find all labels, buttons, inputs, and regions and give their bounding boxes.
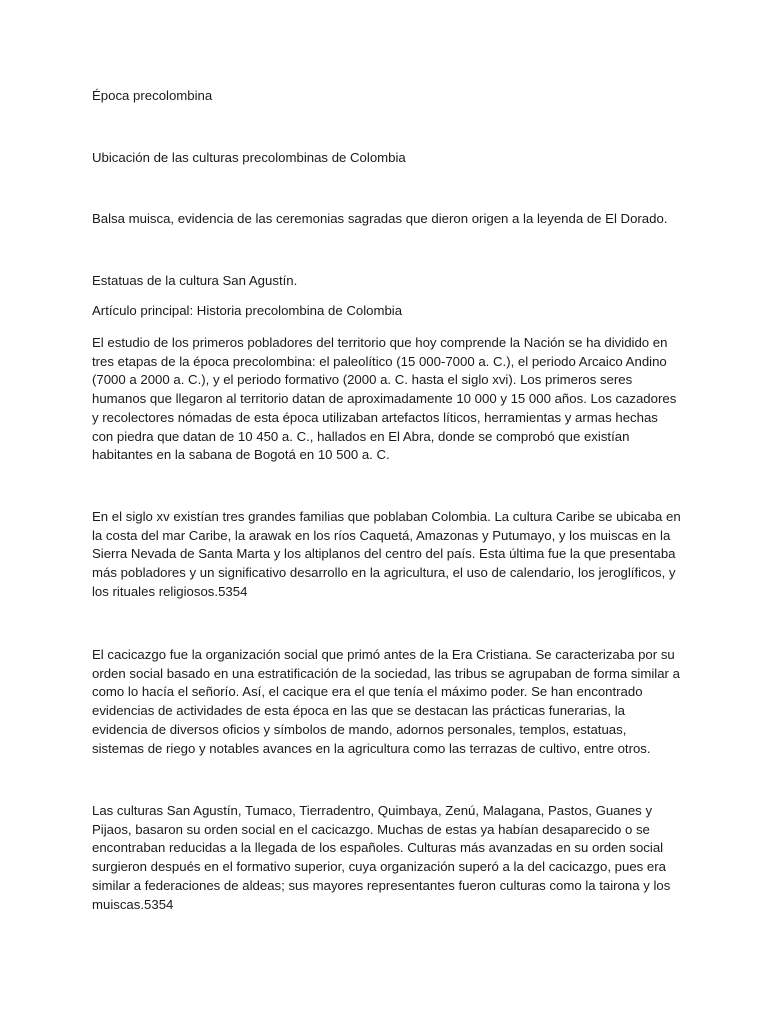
main-article-note: Artículo principal: Historia precolombina de Colombia (92, 303, 403, 318)
paragraph-cacicazgo: El cacicazgo fue la organización social que primó antes de la Era Cristiana. Se caracterizaba por su orden social basado en una estratificación de la sociedad, las tribus se agrupaban de forma similar a como lo hacía el señorío. Así, el cacique era el que tenía el máximo poder. Se han encontrado evidencias de actividades de esta época en las que se destacan las prácticas funerarias, la evidencia de diversos oficios y símbolos de mando, adornos personales, templos, estatuas, sistemas de riego y notables avances en la agricultura como las terrazas de cultivo, entre otros. (92, 647, 680, 756)
paragraph-three-families: En el siglo xv existían tres grandes familias que poblaban Colombia. La cultura Caribe se ubicaba en la costa del mar Caribe, la arawak en los ríos Caquetá, Amazonas y Putumayo, y los muiscas en la Sierra Nevada de Santa Marta y los altiplanos del centro del país. Esta última fue la que presentaba más pobladores y un significativo desarrollo en la agricultura, el uso de calendario, los jeroglíficos, y los rituales religiosos.5354 (92, 509, 681, 599)
document-title: Época precolombina (92, 88, 213, 103)
statues-caption: Estatuas de la cultura San Agustín. (92, 273, 298, 288)
balsa-caption: Balsa muisca, evidencia de las ceremonias sagradas que dieron origen a la leyenda de El Dorado. (92, 211, 668, 226)
paragraph-first-inhabitants: El estudio de los primeros pobladores del territorio que hoy comprende la Nación se ha dividido en tres etapas de la época precolombina: el paleolítico (15 000-7000 a. C.), el periodo Arcaico Andino (7000 a 2000 a. C.), y el periodo formativo (2000 a. C. hasta el siglo xvi). Los primeros seres humanos que llegaron al territorio datan de aproximadamente 10 000 y 15 000 años. Los cazadores y recolectores nómadas de esta época utilizaban artefactos líticos, herramientas y armas hechas con piedra que datan de 10 450 a. C., hallados en El Abra, donde se comprobó que existían habitantes en la sabana de Bogotá en 10 500 a. C. (92, 335, 677, 463)
map-caption: Ubicación de las culturas precolombinas de Colombia (92, 150, 406, 165)
paragraph-cultures: Las culturas San Agustín, Tumaco, Tierradentro, Quimbaya, Zenú, Malagana, Pastos, Guanes y Pijaos, basaron su orden social en el cacicazgo. Muchas de estas ya habían desaparecido o se encontraban reducidas a la llegada de los españoles. Culturas más avanzadas en su orden social surgieron después en el formativo superior, cuya organización superó a la del cacicazgo, pues era similar a federaciones de aldeas; sus mayores representantes fueron culturas como la tairona y los muiscas.5354 (92, 803, 671, 912)
